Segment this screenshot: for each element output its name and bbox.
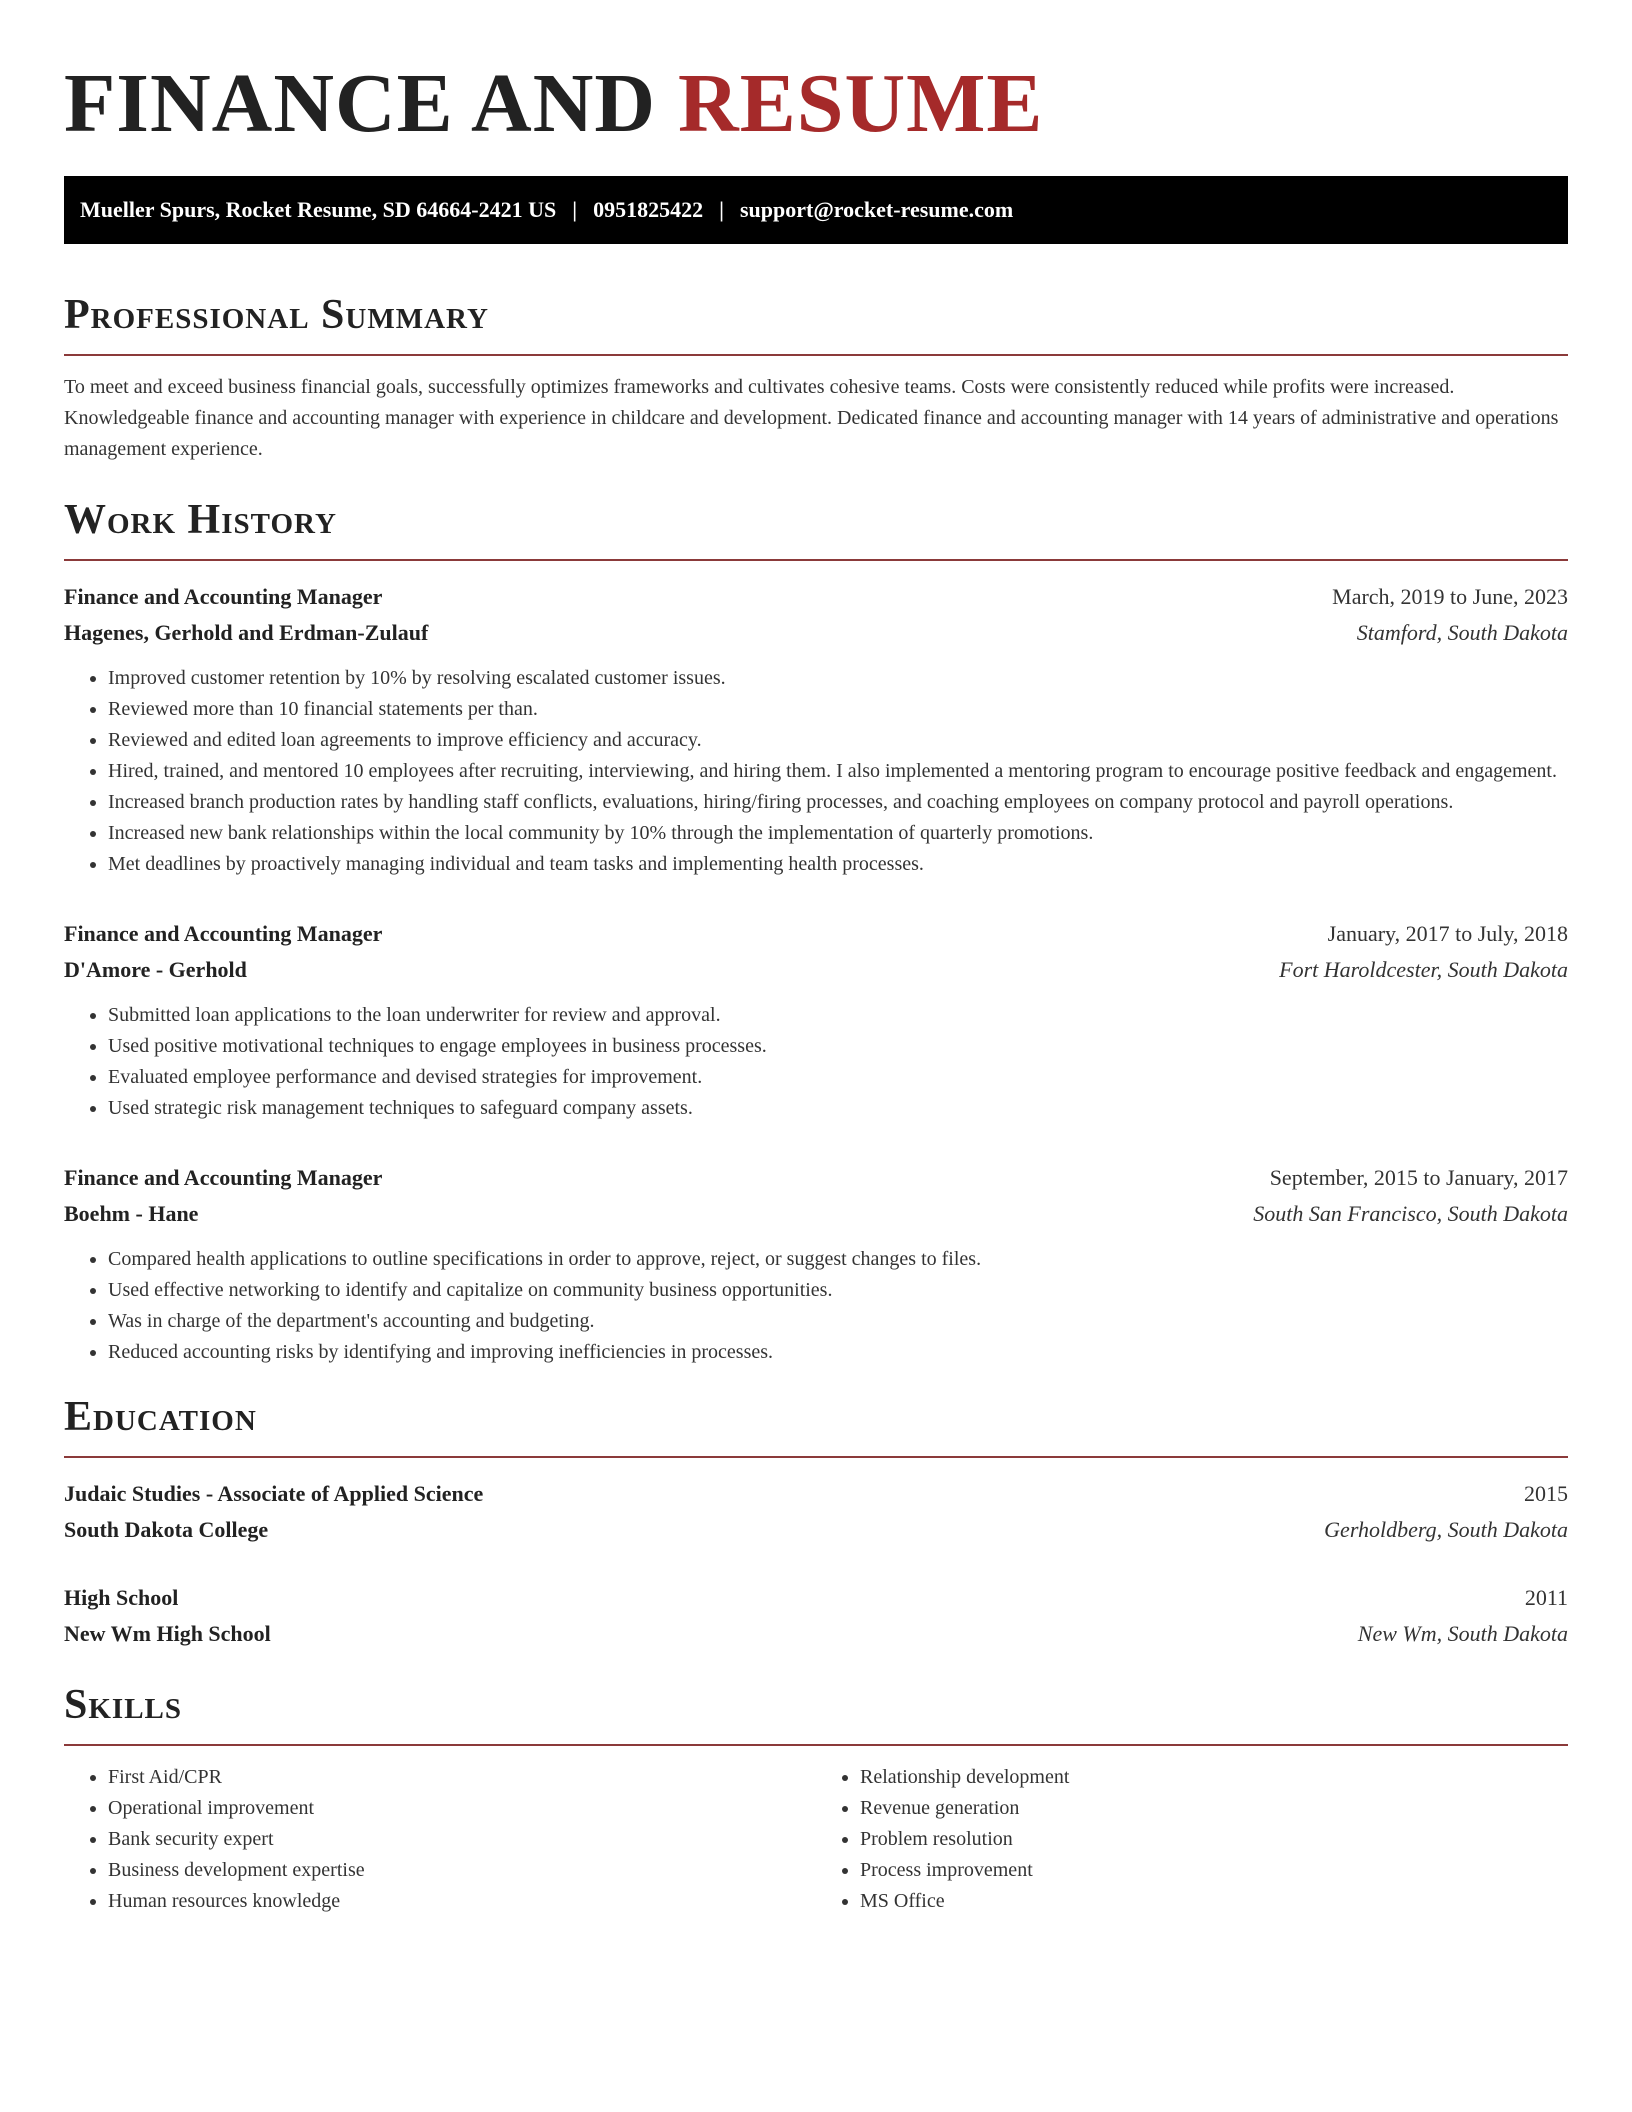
contact-separator: | [572, 197, 578, 222]
education-entry [64, 1476, 1568, 1548]
education-heading: Education [64, 1392, 1568, 1458]
job-entry [64, 916, 1568, 1124]
job-bullet: • Submitted loan applications to the loan underwriter for review and approval. [108, 1000, 1568, 1031]
job-bullet: • Was in charge of the department's accounting and budgeting. [108, 1306, 1568, 1337]
job-bullet: • Compared health applications to outline specifications in order to approve, reject, or suggest changes to files. [108, 1244, 1568, 1275]
education-degree: High School [64, 1585, 179, 1610]
job-location: Stamford, South Dakota [1356, 620, 1568, 645]
job-bullet: • Reduced accounting risks by identifying and improving inefficiencies in processes. [108, 1337, 1568, 1368]
job-bullet: • Increased branch production rates by handling staff conflicts, evaluations, hiring/firing processes, and coaching employees on company protocol and payroll operations. [108, 787, 1568, 818]
title-part-2: RESUME [678, 57, 1044, 150]
contact-email: support@rocket-resume.com [739, 197, 1014, 222]
resume-page [64, 52, 1568, 1917]
contact-separator: | [719, 197, 724, 222]
job-dates: January, 2017 to July, 2018 [1327, 921, 1568, 946]
job-role: Finance and Accounting Manager [64, 921, 383, 946]
job-header [64, 916, 1568, 952]
title-part-1: FINANCE AND [64, 57, 657, 150]
job-bullets [64, 1000, 1568, 1124]
education-location: New Wm, South Dakota [1357, 1621, 1568, 1646]
job-header [64, 1160, 1568, 1196]
job-bullet: • Used strategic risk management techniques to safeguard company assets. [108, 1093, 1568, 1124]
job-bullet: • Reviewed more than 10 financial statements per than. [108, 694, 1568, 725]
skill-item: • Business development expertise [108, 1855, 816, 1886]
summary-heading: Professional Summary [64, 290, 1568, 356]
job-company: Boehm - Hane [64, 1201, 199, 1226]
job-dates: September, 2015 to January, 2017 [1269, 1165, 1568, 1190]
job-bullet: • Used positive motivational techniques to engage employees in business processes. [108, 1031, 1568, 1062]
skill-item: • Process improvement [860, 1855, 1568, 1886]
job-bullet: • Used effective networking to identify and capitalize on community business opportunities. [108, 1275, 1568, 1306]
job-bullet: • Reviewed and edited loan agreements to improve efficiency and accuracy. [108, 725, 1568, 756]
job-role: Finance and Accounting Manager [64, 1165, 383, 1190]
education-degree: Judaic Studies - Associate of Applied Science [64, 1481, 484, 1506]
skills-column-left [64, 1762, 816, 1917]
education-school: South Dakota College [64, 1517, 269, 1542]
contact-address: Mueller Spurs, Rocket Resume, SD 64664-2421 US [80, 197, 557, 222]
job-dates: March, 2019 to June, 2023 [1332, 584, 1568, 609]
skill-item: • Bank security expert [108, 1824, 816, 1855]
job-entry [64, 1160, 1568, 1368]
education-entry [64, 1580, 1568, 1652]
education-subheader [64, 1616, 1568, 1652]
skills-heading: Skills [64, 1680, 1568, 1746]
job-bullets [64, 663, 1568, 880]
job-location: South San Francisco, South Dakota [1253, 1201, 1568, 1226]
education-school: New Wm High School [64, 1621, 271, 1646]
skill-item: • First Aid/CPR [108, 1762, 816, 1793]
contact-phone: 0951825422 [593, 197, 704, 222]
skill-item: • Human resources knowledge [108, 1886, 816, 1917]
education-subheader [64, 1512, 1568, 1548]
skills-list [64, 1762, 1568, 1917]
skill-item: • Revenue generation [860, 1793, 1568, 1824]
job-role: Finance and Accounting Manager [64, 584, 383, 609]
skill-item: • Relationship development [860, 1762, 1568, 1793]
skill-item: • Problem resolution [860, 1824, 1568, 1855]
job-company: Hagenes, Gerhold and Erdman-Zulauf [64, 620, 429, 645]
job-subheader [64, 1196, 1568, 1232]
job-bullet: • Met deadlines by proactively managing individual and team tasks and implementing health processes. [108, 849, 1568, 880]
job-subheader [64, 952, 1568, 988]
education-year: 2015 [1524, 1481, 1568, 1506]
contact-bar [64, 176, 1568, 244]
skill-item: • MS Office [860, 1886, 1568, 1917]
skill-item: • Operational improvement [108, 1793, 816, 1824]
job-bullet: • Hired, trained, and mentored 10 employees after recruiting, interviewing, and hiring them. I also implemented a mentoring program to encourage positive feedback and engagement. [108, 756, 1568, 787]
summary-text: To meet and exceed business financial goals, successfully optimizes frameworks and cultivates cohesive teams. Costs were consistently reduced while profits were increased. Knowledgeable finance and accounting manager with experience in childcare and development. Dedicated finance and accounting manager with 14 years of administrative and operations management experience. [64, 376, 1559, 460]
job-bullet: • Improved customer retention by 10% by resolving escalated customer issues. [108, 663, 1568, 694]
job-entry [64, 579, 1568, 880]
work-history-heading: Work History [64, 495, 1568, 561]
education-header [64, 1580, 1568, 1616]
job-subheader [64, 615, 1568, 651]
job-bullet: • Increased new bank relationships within the local community by 10% through the implementation of quarterly promotions. [108, 818, 1568, 849]
skills-column-right [816, 1762, 1568, 1917]
job-company: D'Amore - Gerhold [64, 957, 247, 982]
resume-title [64, 52, 1568, 156]
job-header [64, 579, 1568, 615]
education-location: Gerholdberg, South Dakota [1324, 1517, 1568, 1542]
education-header [64, 1476, 1568, 1512]
education-year: 2011 [1524, 1585, 1568, 1610]
job-bullet: • Evaluated employee performance and devised strategies for improvement. [108, 1062, 1568, 1093]
job-location: Fort Haroldcester, South Dakota [1279, 957, 1568, 982]
job-bullets [64, 1244, 1568, 1368]
